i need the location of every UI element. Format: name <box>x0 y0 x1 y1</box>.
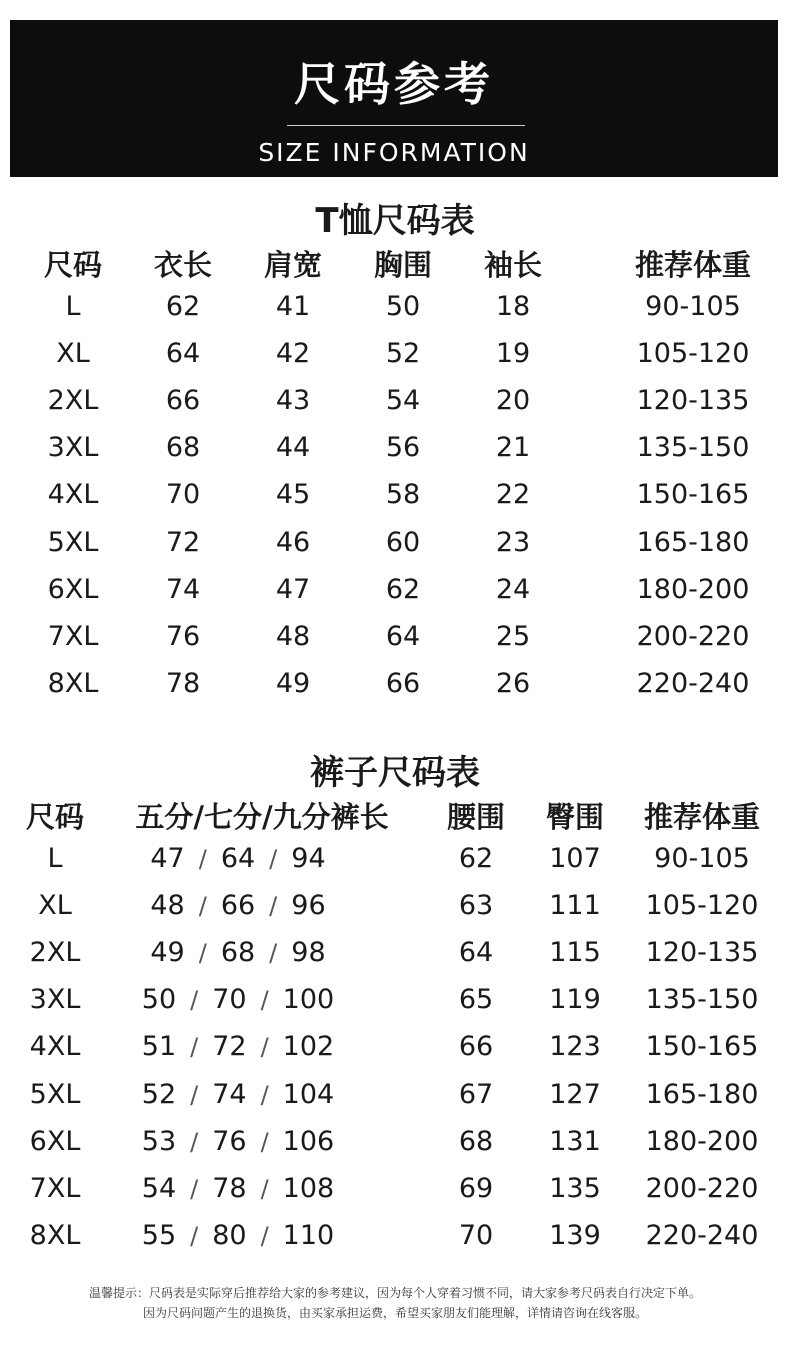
tshirt-cell-weight: 120-135 <box>636 385 750 417</box>
pants-cell-hip: 127 <box>549 1078 601 1110</box>
pants-cell-size: 2XL <box>29 937 81 969</box>
tshirt-cell-length: 70 <box>165 479 201 511</box>
pants-cell-length <box>142 984 334 1015</box>
tshirt-cell-shoulder: 45 <box>275 479 311 511</box>
pants-cell-weight: 220-240 <box>645 1219 759 1251</box>
pants-cell-waist: 69 <box>458 1172 494 1204</box>
length-value: 76 <box>212 1125 247 1157</box>
tshirt-cell-sleeve: 18 <box>495 291 531 322</box>
tshirt-cell-length: 78 <box>165 667 201 699</box>
tshirt-cell-sleeve: 20 <box>495 385 531 417</box>
length-separator: / <box>198 892 207 921</box>
tshirt-cell-sleeve: 23 <box>495 526 531 558</box>
tshirt-cell-weight: 220-240 <box>636 667 750 699</box>
tshirt-cell-chest: 66 <box>385 667 421 699</box>
pants-header-length: 五分/七分/九分裤长 <box>135 800 389 834</box>
tshirt-cell-size: 7XL <box>47 620 99 652</box>
notice-line-2: 因为尺码问题产生的退换货，由买家承担运费，希望买家朋友们能理解，详情请咨询在线客服。 <box>142 1306 647 1320</box>
tshirt-cell-shoulder: 47 <box>275 573 311 605</box>
tshirt-cell-shoulder: 44 <box>275 432 311 464</box>
pants-cell-weight: 200-220 <box>645 1172 759 1204</box>
tshirt-cell-shoulder: 41 <box>275 291 311 322</box>
tshirt-cell-weight: 105-120 <box>636 338 750 370</box>
length-value: 64 <box>220 843 256 874</box>
tshirt-cell-sleeve: 26 <box>495 667 531 699</box>
length-value: 66 <box>220 890 256 922</box>
tshirt-cell-sleeve: 25 <box>495 620 531 652</box>
length-value: 70 <box>212 984 247 1016</box>
pants-cell-hip: 115 <box>549 937 601 969</box>
tshirt-cell-length: 72 <box>165 526 201 558</box>
tshirt-cell-chest: 62 <box>385 573 421 605</box>
tshirt-cell-shoulder: 48 <box>275 620 311 652</box>
pants-cell-size: XL <box>38 890 72 922</box>
length-value: 52 <box>141 1078 177 1110</box>
length-separator: / <box>260 1221 269 1250</box>
tshirt-cell-chest: 60 <box>385 526 421 558</box>
length-value: 54 <box>141 1172 177 1204</box>
pants-cell-hip: 119 <box>549 984 601 1016</box>
length-separator: / <box>198 939 207 968</box>
pants-header-weight: 推荐体重 <box>643 800 761 834</box>
pants-cell-size: 4XL <box>29 1031 81 1063</box>
length-value: 78 <box>212 1172 247 1204</box>
tshirt-cell-size: 4XL <box>47 479 99 511</box>
tshirt-cell-weight: 150-165 <box>636 479 750 511</box>
pants-cell-size: 6XL <box>29 1125 81 1157</box>
tshirt-cell-length: 62 <box>165 291 201 322</box>
tshirt-cell-sleeve: 19 <box>495 338 531 370</box>
pants-header-waist: 腰围 <box>446 800 506 834</box>
pants-cell-weight: 180-200 <box>645 1125 759 1157</box>
tshirt-cell-length: 76 <box>165 620 201 652</box>
length-value: 110 <box>282 1219 335 1251</box>
pants-cell-weight: 120-135 <box>645 937 759 969</box>
tshirt-cell-sleeve: 22 <box>495 479 531 511</box>
length-value: 94 <box>291 843 326 874</box>
tshirt-cell-weight: 180-200 <box>636 573 750 605</box>
tshirt-cell-weight: 135-150 <box>636 432 750 464</box>
length-value: 100 <box>282 984 335 1016</box>
notice-line-1: 温馨提示：尺码表是实际穿后推荐给大家的参考建议，因为每个人穿着习惯不同，请大家参考尺码表自行决定下单。 <box>88 1286 701 1300</box>
length-separator: / <box>269 939 278 968</box>
pants-cell-length <box>142 1031 334 1062</box>
length-separator: / <box>198 845 207 873</box>
length-value: 102 <box>282 1031 335 1063</box>
length-value: 55 <box>141 1219 177 1251</box>
length-value: 68 <box>220 937 256 969</box>
length-separator: / <box>190 986 199 1015</box>
pants-cell-waist: 66 <box>458 1031 494 1063</box>
length-value: 98 <box>291 937 326 969</box>
tshirt-cell-weight: 165-180 <box>636 526 750 558</box>
length-value: 51 <box>141 1031 177 1063</box>
pants-header-size: 尺码 <box>25 800 85 834</box>
tshirt-cell-size: 3XL <box>47 432 99 464</box>
pants-cell-hip: 111 <box>549 890 601 922</box>
pants-cell-size: 5XL <box>29 1078 81 1110</box>
pants-cell-length <box>142 1079 334 1110</box>
pants-table-title: 裤子尺码表 <box>310 753 480 793</box>
length-value: 50 <box>141 984 177 1016</box>
banner-title: 尺码参考 <box>294 57 494 111</box>
tshirt-cell-size: 8XL <box>47 667 99 699</box>
pants-cell-waist: 63 <box>458 890 494 922</box>
tshirt-cell-size: 6XL <box>47 573 99 605</box>
pants-cell-size: 3XL <box>29 984 81 1016</box>
length-separator: / <box>260 1127 269 1156</box>
tshirt-cell-chest: 58 <box>385 479 421 511</box>
length-value: 48 <box>150 890 185 922</box>
pants-cell-weight: 90-105 <box>654 843 750 874</box>
pants-cell-waist: 62 <box>458 843 494 874</box>
length-separator: / <box>190 1127 199 1156</box>
tshirt-header-chest: 胸围 <box>373 248 433 282</box>
tshirt-header-sleeve: 袖长 <box>483 248 543 282</box>
length-separator: / <box>269 892 278 921</box>
pants-cell-length <box>150 937 325 968</box>
pants-cell-length <box>142 1220 334 1251</box>
length-value: 80 <box>212 1219 247 1251</box>
tshirt-cell-sleeve: 21 <box>495 432 531 464</box>
pants-cell-length <box>150 890 325 921</box>
tshirt-cell-shoulder: 49 <box>275 667 311 699</box>
length-separator: / <box>260 1080 269 1109</box>
tshirt-cell-chest: 64 <box>385 620 421 652</box>
tshirt-cell-length: 64 <box>165 338 201 370</box>
tshirt-cell-shoulder: 46 <box>275 526 311 558</box>
tshirt-cell-size: XL <box>56 338 90 370</box>
tshirt-cell-size: 2XL <box>47 385 99 417</box>
header-banner <box>10 20 778 177</box>
length-value: 104 <box>282 1078 335 1110</box>
length-separator: / <box>190 1080 199 1109</box>
tshirt-cell-weight: 90-105 <box>645 291 741 322</box>
pants-cell-weight: 165-180 <box>645 1078 759 1110</box>
tshirt-cell-size: L <box>65 291 81 322</box>
tshirt-header-length: 衣长 <box>153 248 213 282</box>
tshirt-header-weight: 推荐体重 <box>634 248 752 282</box>
length-value: 106 <box>282 1125 335 1157</box>
tshirt-header-shoulder: 肩宽 <box>263 248 323 282</box>
pants-cell-weight: 135-150 <box>645 984 759 1016</box>
tshirt-cell-sleeve: 24 <box>495 573 531 605</box>
pants-cell-size: L <box>47 843 63 874</box>
pants-cell-size: 7XL <box>29 1172 81 1204</box>
length-separator: / <box>260 1033 269 1062</box>
pants-cell-hip: 139 <box>549 1219 601 1251</box>
length-value: 53 <box>141 1125 177 1157</box>
pants-cell-length <box>142 1173 334 1204</box>
pants-cell-hip: 135 <box>549 1172 601 1204</box>
pants-cell-weight: 150-165 <box>645 1031 759 1063</box>
pants-cell-size: 8XL <box>29 1219 81 1251</box>
pants-cell-length <box>142 1126 334 1157</box>
length-separator: / <box>190 1221 199 1250</box>
tshirt-cell-chest: 50 <box>385 291 421 322</box>
banner-divider <box>287 125 525 126</box>
tshirt-cell-chest: 56 <box>385 432 421 464</box>
tshirt-cell-length: 68 <box>165 432 201 464</box>
tshirt-cell-size: 5XL <box>47 526 99 558</box>
length-value: 96 <box>291 890 326 922</box>
tshirt-cell-shoulder: 43 <box>275 385 311 417</box>
length-value: 108 <box>282 1172 335 1204</box>
pants-cell-hip: 131 <box>549 1125 601 1157</box>
tshirt-cell-length: 66 <box>165 385 201 417</box>
tshirt-header-size: 尺码 <box>43 248 103 282</box>
length-separator: / <box>269 845 278 873</box>
length-value: 47 <box>150 843 185 874</box>
pants-cell-waist: 65 <box>458 984 494 1016</box>
pants-cell-waist: 64 <box>458 937 494 969</box>
pants-cell-waist: 67 <box>458 1078 494 1110</box>
tshirt-cell-shoulder: 42 <box>275 338 311 370</box>
pants-header-hip: 臀围 <box>545 800 605 834</box>
length-separator: / <box>190 1174 199 1203</box>
tshirt-cell-chest: 52 <box>385 338 421 370</box>
length-value: 49 <box>150 937 185 969</box>
tshirt-table-title: T恤尺码表 <box>315 201 475 241</box>
pants-cell-waist: 70 <box>458 1219 494 1251</box>
pants-cell-waist: 68 <box>458 1125 494 1157</box>
pants-cell-hip: 107 <box>549 843 601 874</box>
pants-cell-hip: 123 <box>549 1031 601 1063</box>
tshirt-cell-chest: 54 <box>385 385 421 417</box>
pants-cell-weight: 105-120 <box>645 890 759 922</box>
length-separator: / <box>260 986 269 1015</box>
tshirt-cell-weight: 200-220 <box>636 620 750 652</box>
banner-subtitle: SIZE INFORMATION <box>258 138 530 167</box>
length-value: 72 <box>212 1031 247 1063</box>
tshirt-cell-length: 74 <box>165 573 201 605</box>
length-separator: / <box>190 1033 199 1062</box>
pants-cell-length <box>150 843 325 874</box>
length-separator: / <box>260 1174 269 1203</box>
length-value: 74 <box>212 1078 247 1110</box>
